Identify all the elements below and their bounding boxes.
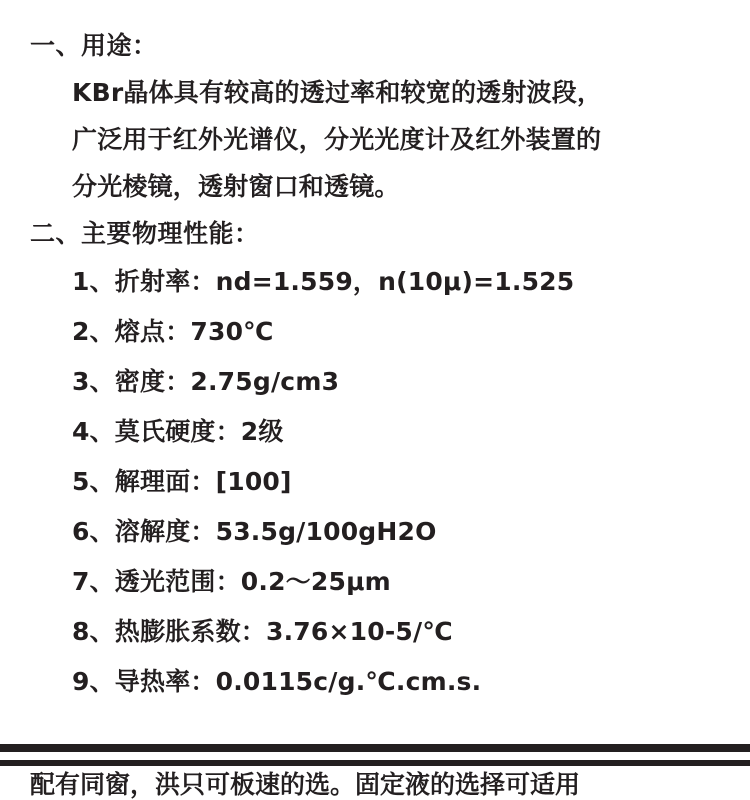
list-item: 1、折射率：nd=1.559，n(10μ)=1.525 (72, 267, 575, 296)
list-item: 8、热膨胀系数：3.76×10-5/℃ (72, 617, 453, 646)
list-item: 4、莫氏硬度：2级 (72, 417, 284, 446)
list-item: 3、密度：2.75g/cm3 (72, 367, 340, 396)
list-item: 6、溶解度：53.5g/100gH2O (72, 517, 437, 546)
section-heading-usage: 一、用途： (30, 31, 158, 60)
section-heading-physical-properties: 二、主要物理性能： (30, 219, 260, 248)
list-item: 2、熔点：730℃ (72, 317, 274, 346)
section-usage (30, 22, 732, 210)
list-item: 7、透光范围：0.2～25μm (72, 567, 391, 596)
section-physical-properties (30, 210, 732, 707)
footer-partial-text: 配有同窗，洪只可板速的选。固定液的选择可适用 (30, 770, 581, 799)
footer-band (0, 760, 750, 800)
physical-properties-list (30, 257, 732, 707)
footer-next-section (0, 766, 750, 800)
list-item: 9、导热率：0.0115c/g.℃.cm.s. (72, 667, 482, 696)
usage-paragraph-line-1: KBr晶体具有较高的透过率和较宽的透射波段， (72, 78, 603, 107)
usage-paragraph-line-3: 分光棱镜，透射窗口和透镜。 (72, 172, 400, 201)
list-item: 5、解理面：[100] (72, 467, 292, 496)
section-divider (0, 744, 750, 752)
usage-paragraph-line-2: 广泛用于红外光谱仪，分光光度计及红外装置的 (72, 125, 602, 154)
